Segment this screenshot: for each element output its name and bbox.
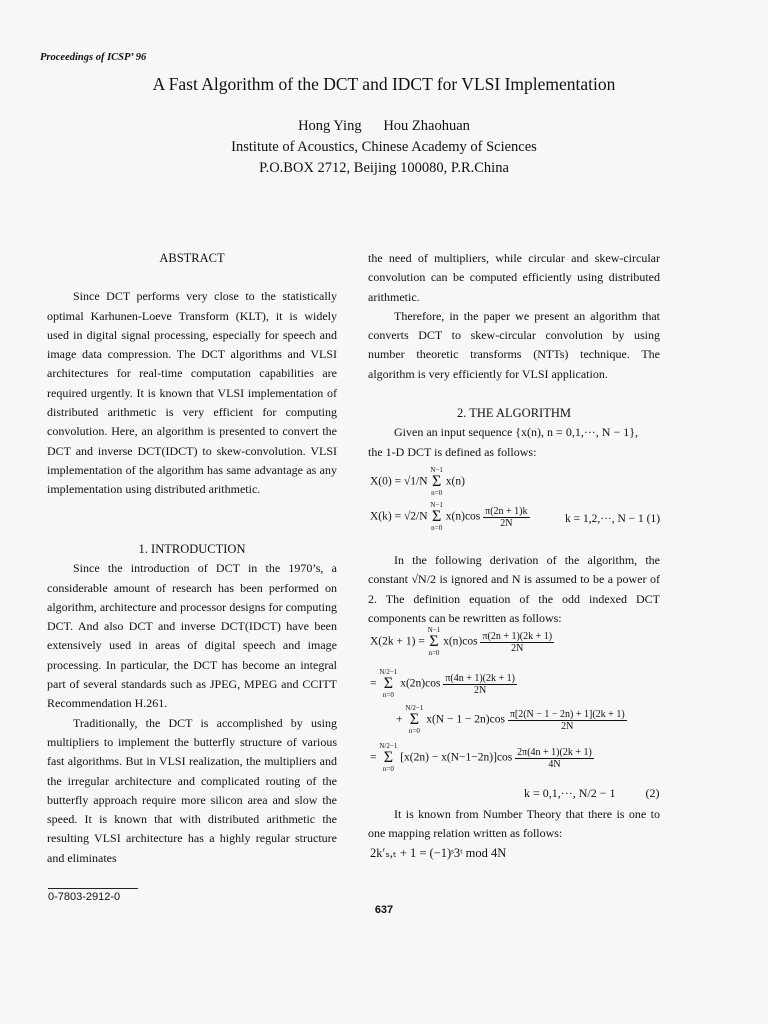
eq4-fraction: $\frac{\pi(4n + 1)(2k + 1)}{2N}$: [445, 672, 515, 696]
abstract-section: [47, 249, 337, 500]
affiliation: Institute of Acoustics, Chinese Academy of Sciences: [231, 139, 537, 155]
equation-x2k1: [370, 626, 554, 658]
intro-paragraph-2: Traditionally, the DCT is accomplished by using multipliers to implement the butterfly structure of various fast algorithms. But in VLSI realization, the multipliers and the irregular architecture and complicated routing of the butterfly approach require more silicon area and slow the speed. It is known that with distributed arithmetic the resulting VLSI architecture has a highly regular structure and eliminates: [47, 715, 337, 865]
summation-symbol: N−1 Σ n=0: [430, 466, 443, 497]
eq2-condition: k = 1,2,···, N − 1 (1): [565, 513, 661, 525]
abstract-heading: ABSTRACT: [159, 251, 225, 265]
page-number: 637: [374, 904, 394, 916]
isbn-footer: 0-7803-2912-0: [48, 888, 138, 903]
eq1-rhs: x(n): [445, 475, 465, 488]
eq1-lhs: X(0) = √1/N: [370, 475, 428, 488]
summation-symbol: N/2−1 Σ n=0: [405, 704, 424, 735]
introduction-section: [47, 540, 337, 868]
continuation-paragraph: the need of multipliers, while circular and skew-circular convolution can be computed efficiently using distributed arithmetic.: [368, 251, 660, 304]
address: P.O.BOX 2712, Beijing 100080, P.R.China: [259, 160, 509, 176]
summation-symbol: N/2−1 Σ n=0: [379, 668, 398, 699]
author-names: Hong Ying Hou Zhaohuan: [298, 118, 470, 134]
number-theory-paragraph: It is known from Number Theory that there is one to one mapping relation written as follows:: [368, 807, 660, 841]
summation-symbol: N−1 Σ n=0: [427, 626, 441, 657]
equation-xk: [370, 501, 662, 533]
equation-even-terms: = N/2−1 Σ n=0 x(2n)cos $\frac{\pi(4n + 1)(2k + 1)}{2N}$: [370, 668, 515, 699]
equation-x0: [370, 466, 465, 498]
eq6-mid: [x(2n) − x(N−1−2n)]cos: [400, 751, 513, 764]
right-column-top: [368, 249, 660, 384]
eq2-fraction: $\frac{\pi(2n + 1)k}{2N}$: [485, 505, 528, 529]
summation-symbol: N/2−1 Σ n=0: [379, 742, 398, 773]
algorithm-heading: 2. THE ALGORITHM: [456, 406, 571, 420]
eq3-mid: x(n)cos: [443, 635, 478, 648]
eq5-mid: x(N − 1 − 2n)cos: [426, 713, 505, 726]
eq3-fraction: $\frac{\pi(2n + 1)(2k + 1)}{2N}$: [482, 630, 553, 654]
equation-mapping: 2k′ₛ,ₜ + 1 = (−1)ˢ3ᵗ mod 4N: [370, 846, 507, 860]
paper-title: A Fast Algorithm of the DCT and IDCT for VLSI Implementation: [152, 74, 616, 94]
introduction-heading: 1. INTRODUCTION: [138, 542, 246, 556]
journal-header: Proceedings of ICSP’ 96: [40, 52, 147, 63]
equation-odd-terms: + N/2−1 Σ n=0 x(N − 1 − 2n)cos $\frac{\pi[2(N - 1 - 2n) + 1](2k + 1)}{2N}$: [396, 704, 625, 735]
author-block: [0, 116, 768, 179]
equation-combined: = N/2−1 Σ n=0 [x(2n) − x(N−1−2n)]cos $\frac{2\pi(4n + 1)(2k + 1)}{4N}$: [370, 742, 592, 773]
defined-sentence: the 1-D DCT is defined as follows:: [368, 444, 537, 459]
eq2-lhs: X(k) = √2/N: [370, 510, 428, 523]
intro-paragraph-1: Since the introduction of DCT in the 1970’s, a considerable amount of research has been performed on algorithm, architecture and processor designs for computing DCT. And also DCT and inverse DCT(IDCT) have been extensively used in areas of digital speech and image processing. In particular, the DCT has become an integral part of several standards such as JPEG, MPEG and CCITT Recommendation H.261.: [47, 561, 337, 711]
therefore-paragraph: Therefore, in the paper we present an algorithm that converts DCT to skew-circular convolution by using number theoretic transforms (NTTs) technique. The algorithm is very efficiently for VLSI application.: [368, 308, 660, 381]
abstract-text: Since DCT performs very close to the statistically optimal Karhunen-Loeve Transform (KLT), it is widely used in digital signal processing, especially for speech and image data compression. The DCT algorithms and VLSI architectures for real-time computation capabilities are required urgently. It is known that VLSI implementation of distributed arithmetic is very efficient for computing convolution. Here, an algorithm is presented to convert the DCT and inverse DCT(IDCT) to skew-convolution. VLSI implementation of the algorithm has same advantage as any implementation using distributed arithmetic.: [47, 289, 337, 497]
summation-symbol: N−1 Σ n=0: [430, 501, 443, 532]
given-sentence: Given an input sequence {x(n), n = 0,1,···, N − 1},: [394, 425, 638, 440]
eq6-fraction: $\frac{2\pi(4n + 1)(2k + 1)}{4N}$: [517, 746, 592, 770]
algorithm-section: [368, 404, 660, 462]
eq6-condition: k = 0,1,···, N/2 − 1 (2): [524, 786, 660, 800]
eq2-mid: x(n)cos: [445, 510, 481, 523]
eq5-fraction: $\frac{\pi[2(N - 1 - 2n) + 1](2k + 1)}{2N}$: [509, 708, 625, 732]
eq4-mid: x(2n)cos: [400, 677, 441, 690]
derivation-paragraph: In the following derivation of the algorithm, the constant √N/2 is ignored and N is assumed to be a power of 2. The definition equation of the odd indexed DCT components can be rewritten as follows:: [368, 553, 660, 625]
eq3-lhs: X(2k + 1) =: [370, 635, 425, 648]
